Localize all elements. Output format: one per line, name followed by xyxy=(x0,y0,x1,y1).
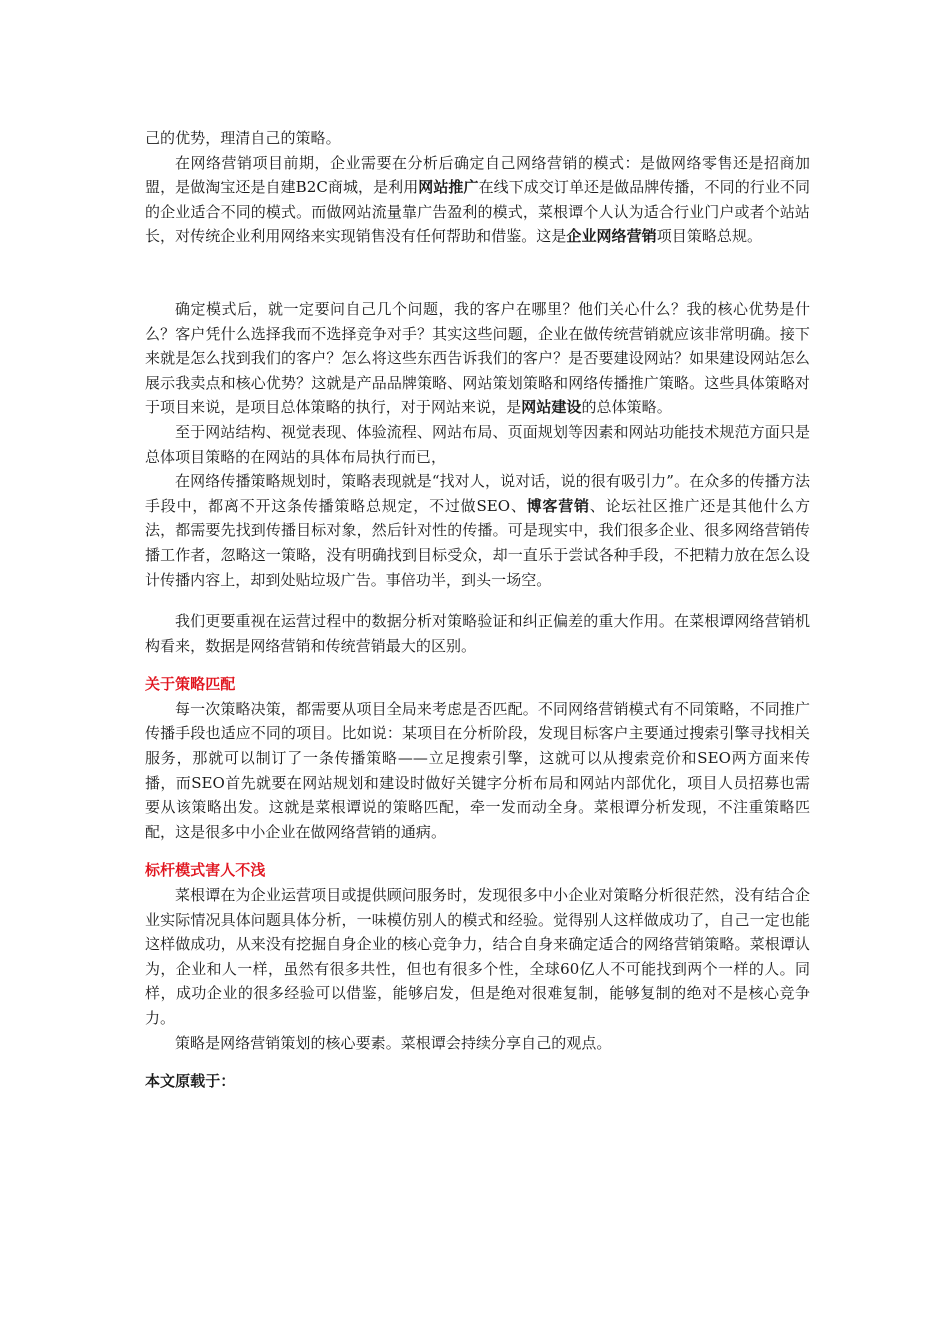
text-run: 项目策略总规。 xyxy=(656,227,763,246)
paragraph-strategy-match: 每一次策略决策，都需要从项目全局来考虑是否匹配。不同网络营销模式有不同策略，不同推广传播手段也适应不同的项目。比如说：某项目在分析阶段，发现目标客户主要通过搜索引擎寻找相关服务，那就可以制订了一条传播策略——立足搜索引擎，这就可以从搜索竞价和SEO两方面来传播，而SEO首先就要在网站规划和建设时做好关键字分析布局和网站内部优化，项目人员招募也需要从该策略出发。这就是菜根谭说的策略匹配，牵一发而动全身。菜根谭分析发现，不注重策略匹配，这是很多中小企业在做网络营销的通病。 xyxy=(145,699,810,841)
keyword-blog-marketing: 博客营销 xyxy=(526,496,590,515)
keyword-enterprise-marketing: 企业网络营销 xyxy=(566,227,657,246)
paragraph-questions xyxy=(145,297,810,420)
paragraph-structure: 至于网站结构、视觉表现、体验流程、网站布局、页面规划等因素和网站功能技术规范方面只是总体项目策略的在网站的具体布局执行而已， xyxy=(145,422,810,466)
paragraph-conclusion: 策略是网络营销策划的核心要素。菜根谭会持续分享自己的观点。 xyxy=(175,1033,612,1052)
paragraph-continuation: 己的优势，理清自己的策略。 xyxy=(145,129,341,147)
text-run: 在网络营销项目前期，企业需要在分析后确定自己网络营销的模式：是做网络零售还是招商加盟，是做淘宝还是自建B2C商城，是利用 xyxy=(145,153,810,197)
text-run: 、论坛社区推广还是其他什么方法，都需要先找到传播目标对象，然后针对性的传播。可是现实中，我们很多企业、很多网络营销传播工作者，忽略这一策略，没有明确找到目标受众，却一直乐于尝试各种手段，不把精力放在怎么设计传播内容上，却到处贴垃圾广告。事倍功半，到头一场空。 xyxy=(145,496,811,589)
source-label: 本文原载于： xyxy=(145,1072,236,1091)
paragraph-data-analysis: 我们更要重视在运营过程中的数据分析对策略验证和纠正偏差的重大作用。在菜根谭网络营销机构看来，数据是网络营销和传统营销最大的区别。 xyxy=(145,612,810,655)
text-run: 在网络传播策略规划时，策略表现就是“找对人，说对话，说的很有吸引力”。在众多的传播方法手段中，都离不开这条传播策略总规定，不过做SEO、 xyxy=(145,472,810,515)
article-body xyxy=(145,126,810,1094)
spacer xyxy=(145,844,810,858)
spacer xyxy=(145,1055,810,1069)
text-run: 确定模式后，就一定要问自己几个问题，我的客户在哪里？他们关心什么？我的核心优势是什么？客户凭什么选择我而不选择竞争对手？其实这些问题，企业在做传统营销就应该非常明确。接下来就是怎么找到我们的客户？怎么将这些东西告诉我们的客户？是否要建设网站？如果建设网站怎么展示我卖点和核心优势？这就是产品品牌策略、网站策划策略和网络传播推广策略。这些具体策略对于项目来说，是项目总体策略的执行，对于网站来说，是 xyxy=(145,299,810,417)
spacer xyxy=(145,249,810,297)
paragraph-mode xyxy=(145,151,810,249)
section-heading-benchmark: 标杆模式害人不浅 xyxy=(145,861,266,880)
paragraph-benchmark: 菜根谭在为企业运营项目或提供顾问服务时，发现很多中小企业对策略分析很茫然，没有结合企业实际情况具体问题具体分析，一味模仿别人的模式和经验。觉得别人这样做成功了，自己一定也能这样做成功，从来没有挖掘自身企业的核心竞争力，结合自身来确定适合的网络营销策略。菜根谭认为，企业和人一样，虽然有很多共性，但也有很多个性，全球60亿人不可能找到两个一样的人。同样，成功企业的很多经验可以借鉴，能够启发，但是绝对很难复制，能够复制的绝对不是核心竞争力。 xyxy=(145,886,810,1027)
paragraph-spread-strategy xyxy=(145,469,810,592)
section-heading-strategy-match: 关于策略匹配 xyxy=(145,675,236,694)
keyword-website-promotion: 网站推广 xyxy=(418,178,479,197)
spacer xyxy=(145,592,810,609)
spacer xyxy=(145,658,810,672)
text-run: 的总体策略。 xyxy=(581,398,672,417)
text-run: 在线下成交订单还是做品牌传播，不同的行业不同的企业适合不同的模式。而做网站流量靠广告盈利的模式，菜根谭个人认为适合行业门户或者个站站长，对传统企业利用网络来实现销售没有任何帮助和借鉴。这是 xyxy=(145,178,811,246)
keyword-website-building: 网站建设 xyxy=(521,398,582,417)
